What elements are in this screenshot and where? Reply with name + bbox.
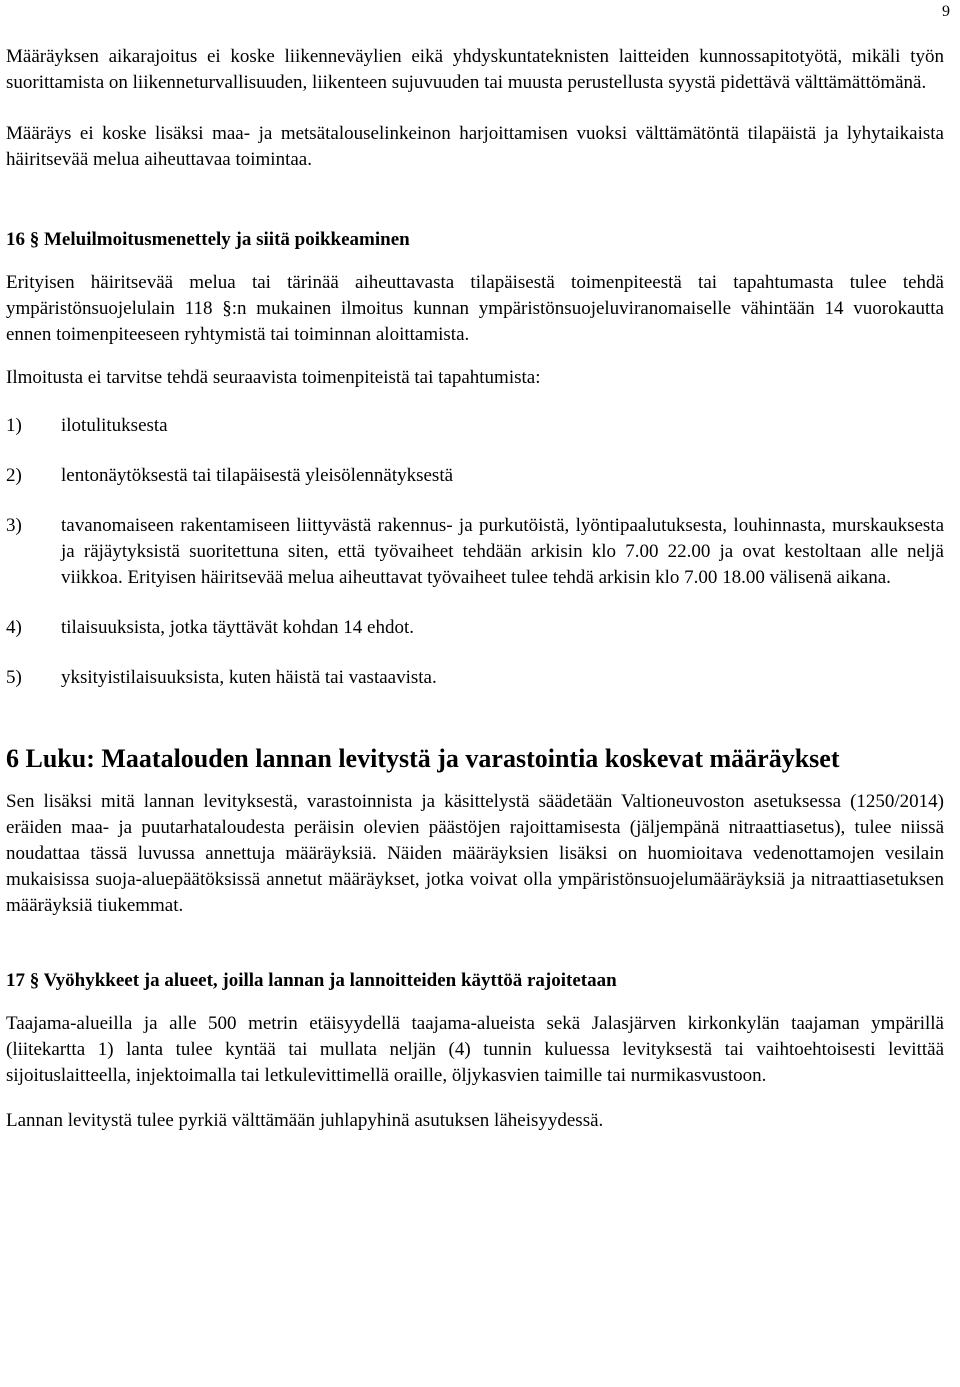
paragraph-intro-1: Määräyksen aikarajoitus ei koske liikenneväylien eikä yhdyskuntateknisten laitteiden kunnossapitotyötä, mikäli työn suorittamista on liikenneturvallisuuden, liikenteen sujuvuuden tai muusta perustellusta syystä pidettävä välttämättömänä. — [6, 46, 944, 93]
section-17-body: Taajama-alueilla ja alle 500 metrin etäisyydellä taajama-alueista sekä Jalasjärven kirkonkylän taajaman ympärillä (liitekartta 1) lanta tulee kyntää tai mullata neljän (4) tunnin kuluessa levityksestä tai vaihtoehtoisesti levittää sijoituslaitteella, injektoimalla tai letkulevittimellä oraille, öljykasvien taimille tai nurmikasvustoon. — [6, 1013, 944, 1086]
list-item-text: tavanomaiseen rakentamiseen liittyvästä rakennus- ja purkutöistä, lyöntipaalutuksesta, louhinnasta, murskauksesta ja räjäytyksistä suoritettuna siten, että työvaiheet tehdään arkisin klo 7.00 22.00 ja ovat kestoltaan alle neljä viikkoa. Erityisen häiritsevää melua aiheuttavat työvaiheet tulee tehdä arkisin klo 7.00 18.00 välisenä aikana. — [61, 515, 944, 588]
list-item-number: 3) — [6, 515, 22, 536]
list-item — [6, 413, 944, 439]
list-item — [6, 615, 944, 641]
list-item-text: lentonäytöksestä tai tilapäisestä yleisölennätyksestä — [61, 465, 454, 486]
list-item-text: yksityistilaisuuksista, kuten häistä tai vastaavista. — [61, 667, 437, 688]
paragraph-intro-2: Määräys ei koske lisäksi maa- ja metsätalouselinkeinon harjoittamisen vuoksi välttämätöntä tilapäistä ja lyhytaikaista häiritsevää melua aiheuttavaa toimintaa. — [6, 123, 944, 170]
list-item — [6, 463, 944, 489]
list-item-number: 4) — [6, 617, 22, 638]
list-item-number: 2) — [6, 465, 22, 486]
section-16-body: Erityisen häiritsevää melua tai tärinää aiheuttavasta tilapäisestä toimenpiteestä tai tapahtumasta tulee tehdä ympäristönsuojelulain 118 §:n mukainen ilmoitus kunnan ympäristönsuojeluviranomaiselle vähintään 14 vuorokautta ennen toimenpiteeseen ryhtymistä tai toiminnan aloittamista. — [6, 272, 944, 345]
page-number: 9 — [942, 3, 950, 20]
section-17-heading: 17 § Vyöhykkeet ja alueet, joilla lannan ja lannoitteiden käyttöä rajoitetaan — [6, 970, 617, 991]
chapter-6-heading: 6 Luku: Maatalouden lannan levitystä ja varastointia koskevat määräykset — [6, 744, 840, 773]
exemption-list — [6, 413, 944, 691]
section-17-body-2: Lannan levitystä tulee pyrkiä välttämään juhlapyhinä asutuksen läheisyydessä. — [6, 1110, 604, 1131]
chapter-6-body: Sen lisäksi mitä lannan levityksestä, varastoinnista ja käsittelystä säädetään Valtioneuvoston asetuksessa (1250/2014) eräiden maa- ja puutarhataloudesta peräisin olevien päästöjen rajoittamisesta (jäljempänä nitraattiasetus), tulee niissä noudattaa tässä luvussa annettuja määräyksiä. Näiden määräyksien lisäksi on huomioitava vedenottamojen vesilain mukaisissa suoja-aluepäätöksissä annetut määräykset, jotka voivat olla ympäristönsuojelumääräyksiä ja nitraattiasetuksen määräyksiä tiukemmat. — [6, 791, 944, 916]
list-item-text: ilotulituksesta — [61, 415, 168, 436]
list-item-number: 1) — [6, 415, 22, 436]
list-item-text: tilaisuuksista, jotka täyttävät kohdan 14 ehdot. — [61, 617, 415, 638]
section-16-list-intro: Ilmoitusta ei tarvitse tehdä seuraavista toimenpiteistä tai tapahtumista: — [6, 367, 541, 388]
list-item — [6, 665, 944, 691]
section-16-heading: 16 § Meluilmoitusmenettely ja siitä poikkeaminen — [6, 229, 410, 250]
list-item-number: 5) — [6, 667, 22, 688]
list-item — [6, 513, 944, 591]
document-body — [6, 44, 944, 1134]
